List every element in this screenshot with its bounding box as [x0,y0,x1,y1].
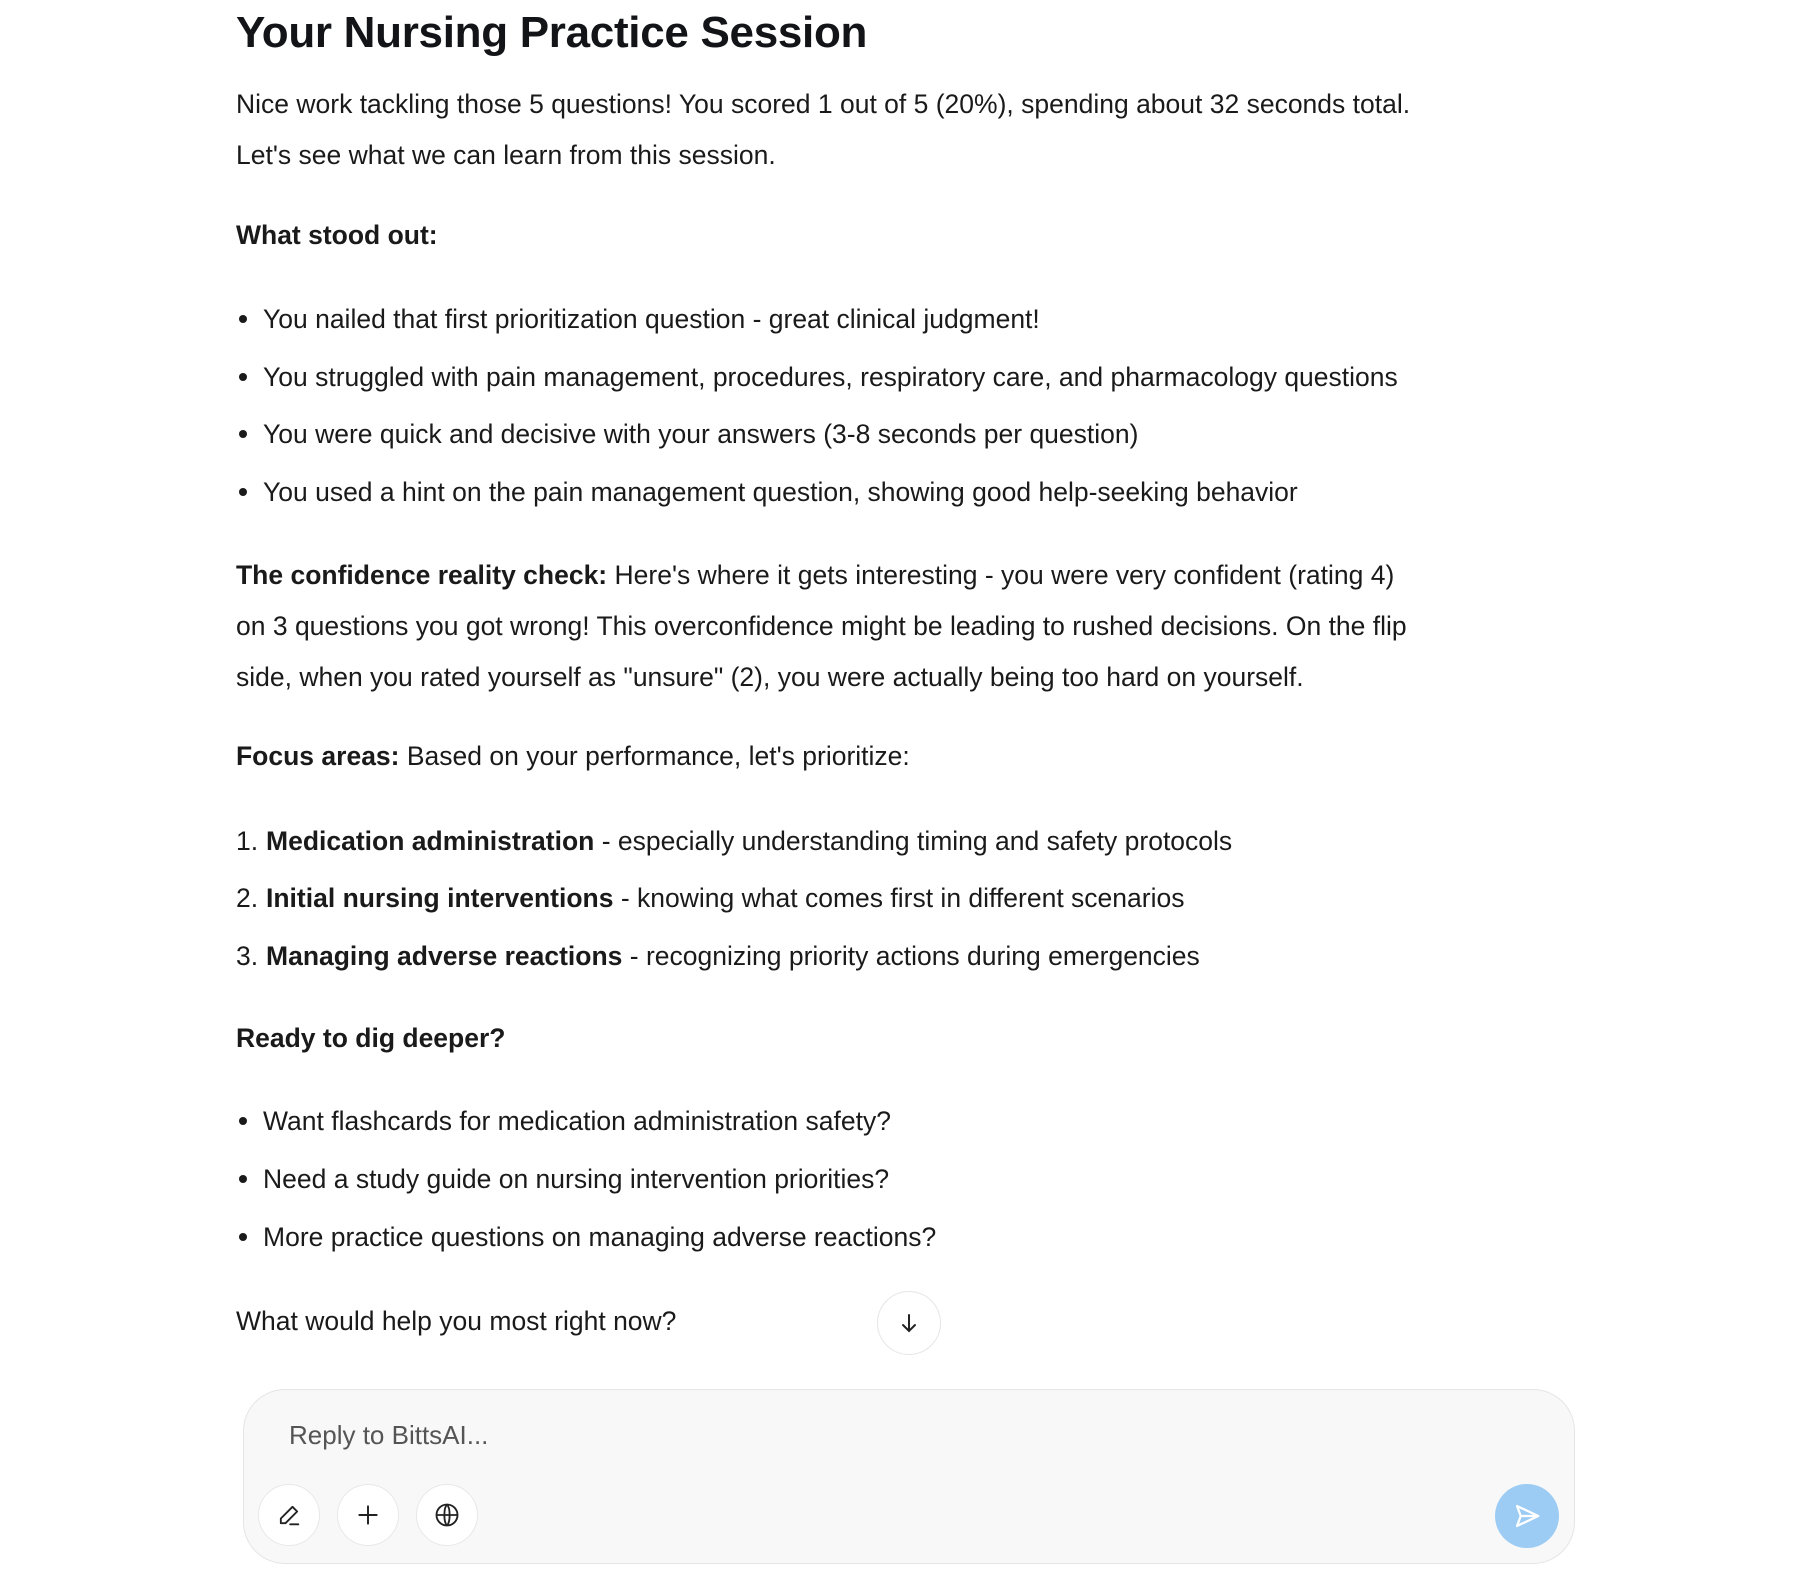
add-button[interactable] [337,1484,399,1546]
stood-out-heading: What stood out: [236,220,438,250]
bullet-icon [239,1175,247,1183]
page-title: Your Nursing Practice Session [236,8,868,57]
list-item: You used a hint on the pain management question, showing good help-seeking behavior [236,467,1298,518]
bullet-icon [239,373,247,381]
focus-item: 2. Initial nursing interventions - knowing what comes first in different scenarios [236,883,1185,913]
closing-question: What would help you most right now? [236,1306,677,1336]
list-item: Need a study guide on nursing intervention priorities? [236,1154,889,1205]
reply-composer[interactable] [243,1389,1575,1564]
bullet-icon [239,315,247,323]
deeper-heading: Ready to dig deeper? [236,1023,506,1053]
focus-item: 1. Medication administration - especially understanding timing and safety protocols [236,826,1233,856]
list-item: Want flashcards for medication administration safety? [236,1096,891,1147]
confidence-line-3: side, when you rated yourself as "unsure" (2), you were actually being too hard on yourself. [236,662,1304,692]
scroll-to-bottom-button[interactable] [877,1291,941,1355]
intro-line-2: Let's see what we can learn from this session. [236,140,776,170]
focus-intro: Focus areas: Based on your performance, let's prioritize: [236,741,910,771]
bullet-icon [239,430,247,438]
list-item: You nailed that first prioritization question - great clinical judgment! [236,294,1040,345]
intro-line-1: Nice work tackling those 5 questions! You scored 1 out of 5 (20%), spending about 32 seconds total. [236,89,1411,119]
globe-icon [433,1501,461,1529]
arrow-down-icon [897,1311,921,1335]
bullet-icon [239,1233,247,1241]
send-icon [1512,1501,1542,1531]
list-item: You were quick and decisive with your answers (3-8 seconds per question) [236,409,1138,460]
reply-input[interactable]: Reply to BittsAI... [289,1420,489,1450]
plus-icon [355,1502,381,1528]
bullet-icon [239,488,247,496]
pencil-icon [275,1501,303,1529]
send-button[interactable] [1495,1484,1559,1548]
confidence-line-1: The confidence reality check: Here's where it gets interesting - you were very confident (rating 4) [236,560,1395,590]
style-button[interactable] [258,1484,320,1546]
focus-item: 3. Managing adverse reactions - recognizing priority actions during emergencies [236,941,1200,971]
bullet-icon [239,1117,247,1125]
web-search-button[interactable] [416,1484,478,1546]
confidence-line-2: on 3 questions you got wrong! This overconfidence might be leading to rushed decisions. On the flip [236,611,1407,641]
list-item: You struggled with pain management, procedures, respiratory care, and pharmacology questions [236,352,1398,403]
list-item: More practice questions on managing adverse reactions? [236,1212,936,1263]
